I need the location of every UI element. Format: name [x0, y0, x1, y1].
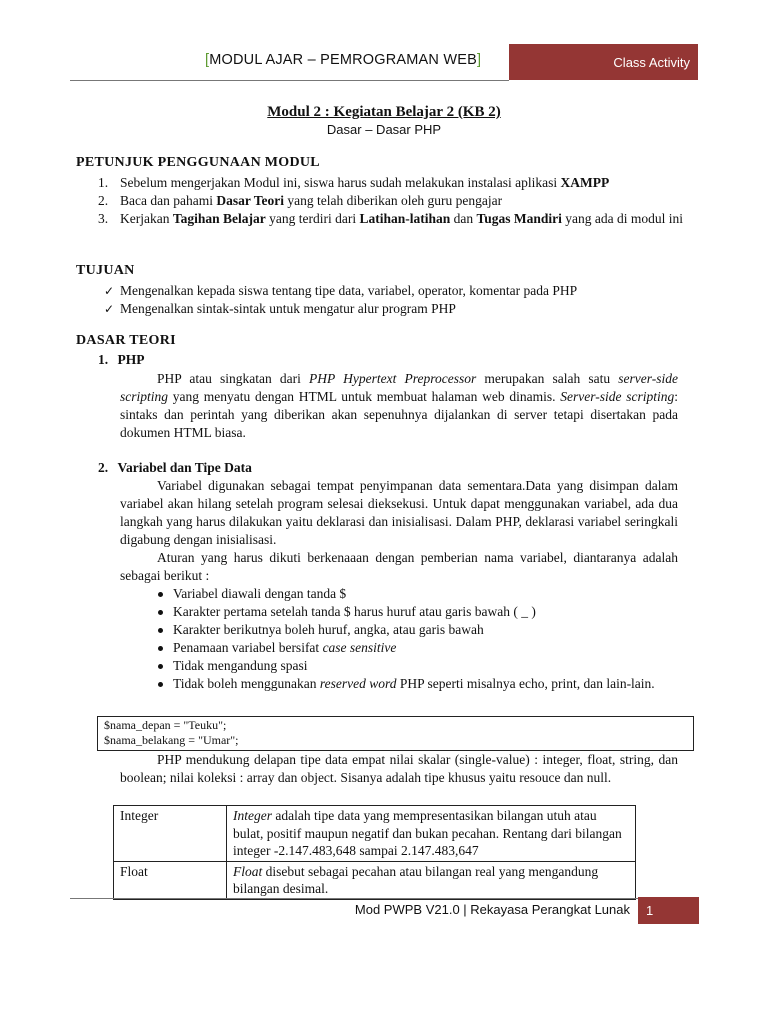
php-text: merupakan salah satu: [476, 371, 619, 386]
petunjuk-item: [98, 210, 692, 228]
petunjuk-heading: PETUNJUK PENGGUNAAN MODUL: [76, 155, 320, 170]
table-term: Integer: [233, 808, 272, 823]
rule-item: Karakter berikutnya boleh huruf, angka, atau garis bawah: [173, 621, 688, 639]
php-text: : sintaks dan perintah yang diberikan akan sepenuhnya dijalankan di server tetapi disertakan pada dokumen HTML biasa.: [120, 389, 678, 440]
php-text: yang menyatu dengan HTML untuk membuat halaman web dinamis.: [168, 389, 561, 404]
section-number: 1.: [98, 352, 109, 367]
petunjuk-text: yang terdiri dari: [265, 211, 360, 226]
table-row: [114, 861, 636, 899]
code-line: $nama_depan = "Teuku";: [104, 718, 227, 732]
rule-italic: case sensitive: [322, 640, 397, 655]
petunjuk-text: yang telah diberikan oleh guru pengajar: [283, 193, 503, 208]
table-desc: disebut sebagai pecahan atau bilangan real yang mengandung bilangan desimal.: [233, 863, 599, 896]
rule-text: Tidak boleh menggunakan: [173, 676, 320, 691]
petunjuk-bold: Latihan-latihan: [359, 211, 451, 226]
section-php-heading: [98, 351, 145, 369]
variabel-paragraph: Variabel digunakan sebagai tempat penyimpanan data sementara.Data yang disimpan dalam variabel akan hilang setelah program selesai dieksekusi. Untuk dapat menggunakan variabel, ada dua langkah yang harus dilakukan yaitu deklarasi dan inisialisasi. Dalam PHP, deklarasi variabel seringkali digabung dengan inisialisasi.: [120, 478, 678, 547]
petunjuk-item: [98, 174, 698, 192]
rule-italic: reserved word: [319, 676, 397, 691]
class-activity-badge: Class Activity: [509, 44, 698, 80]
footer-divider: [70, 898, 638, 899]
module-subtitle: Dasar – Dasar PHP: [326, 122, 442, 137]
data-types-table: [113, 805, 636, 900]
petunjuk-text: yang ada di modul ini: [561, 211, 684, 226]
petunjuk-text: Kerjakan: [120, 211, 173, 226]
tipe-data-paragraph: PHP mendukung delapan tipe data empat nilai skalar (single-value) : integer, float, string, dan boolean; nilai koleksi : array dan object. Sisanya adalah tipe khusus yaitu resouce dan null.: [120, 752, 678, 785]
php-italic: server-side scripting: [120, 371, 678, 404]
php-text: PHP atau singkatan dari: [157, 371, 310, 386]
petunjuk-num: 3.: [98, 211, 109, 226]
page-number: 1: [638, 897, 699, 924]
header-bracket-close: ]: [476, 52, 482, 68]
module-header-title: [205, 52, 481, 68]
module-title: Modul 2 : Kegiatan Belajar 2 (KB 2): [267, 104, 501, 120]
code-example-box: [97, 716, 694, 751]
tujuan-list: [120, 282, 700, 318]
tujuan-item: ✓ Mengenalkan kepada siswa tentang tipe data, variabel, operator, komentar pada PHP: [120, 282, 700, 300]
tujuan-item: ✓ Mengenalkan sintak-sintak untuk mengatur alur program PHP: [120, 300, 700, 318]
php-paragraph: [120, 370, 678, 442]
header-divider: [70, 80, 509, 81]
dasar-teori-heading: DASAR TEORI: [76, 333, 176, 348]
header-title-text: MODUL AJAR – PEMROGRAMAN WEB: [209, 52, 477, 68]
petunjuk-text: Baca dan pahami: [120, 193, 217, 208]
table-cell-desc: [227, 861, 636, 899]
petunjuk-bold: Tagihan Belajar: [172, 211, 266, 226]
table-cell-desc: [227, 806, 636, 862]
petunjuk-num: 2.: [98, 193, 109, 208]
section-variabel-heading: [98, 459, 252, 477]
petunjuk-text: Sebelum mengerjakan Modul ini, siswa harus sudah melakukan instalasi aplikasi: [120, 175, 561, 190]
footer-text: Mod PWPB V21.0 | Rekayasa Perangkat Lunak: [354, 902, 630, 917]
petunjuk-bold: Tugas Mandiri: [476, 211, 562, 226]
code-line: $nama_belakang = "Umar";: [104, 733, 239, 747]
rule-item: [173, 675, 688, 693]
section-number: 2.: [98, 460, 109, 475]
aturan-paragraph: Aturan yang harus dikuti berkenaaan dengan pemberian nama variabel, diantaranya adalah sebagai berikut :: [120, 550, 678, 583]
table-row: [114, 806, 636, 862]
tujuan-heading: TUJUAN: [76, 263, 135, 278]
php-italic: Server-side scripting: [560, 389, 675, 404]
rule-item: Tidak mengandung spasi: [173, 657, 688, 675]
rules-list: [173, 585, 688, 693]
rule-text: Penamaan variabel bersifat: [173, 640, 323, 655]
petunjuk-item: [98, 192, 698, 210]
rule-text: PHP seperti misalnya echo, print, dan lain-lain.: [396, 676, 655, 691]
table-desc: adalah tipe data yang mempresentasikan bilangan utuh atau bulat, positif maupun negatif dan bukan pecahan. Rentang dari bilangan integer -2.147.483,648 sampai 2.147.483,647: [233, 808, 622, 858]
header-bracket-open: [: [205, 52, 210, 68]
petunjuk-list: [98, 174, 698, 228]
petunjuk-text: dan: [450, 211, 477, 226]
section-title: Variabel dan Tipe Data: [117, 460, 252, 475]
rule-item: Karakter pertama setelah tanda $ harus huruf atau garis bawah ( _ ): [173, 603, 688, 621]
table-cell-type: Integer: [114, 806, 227, 862]
rule-item: [173, 639, 688, 657]
table-term: Float: [233, 863, 263, 879]
petunjuk-bold: XAMPP: [560, 175, 610, 190]
petunjuk-bold: Dasar Teori: [216, 193, 284, 208]
rule-item: Variabel diawali dengan tanda $: [173, 585, 688, 603]
section-title: PHP: [117, 352, 145, 367]
table-cell-type: Float: [114, 861, 227, 899]
php-italic: PHP Hypertext Preprocessor: [309, 371, 477, 386]
petunjuk-num: 1.: [98, 175, 109, 190]
